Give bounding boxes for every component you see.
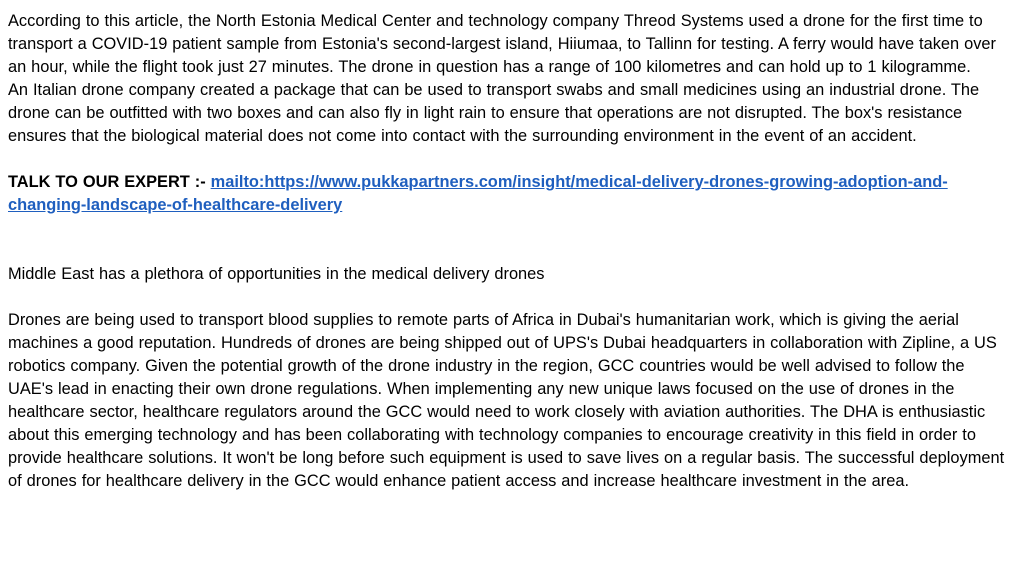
paragraph-estonia-drone: According to this article, the North Estonia Medical Center and technology company Threod Systems used a drone for the first time to transport a COVID-19 patient sample from Estonia's second-largest island, Hiiumaa, to Tallinn for testing. A ferry would have taken over an hour, while the flight took just 27 minutes. The drone in question has a range of 100 kilometres and can hold up to 1 kilogramme. <box>8 12 996 76</box>
expert-contact-line <box>8 171 1012 217</box>
document-page <box>8 10 1012 493</box>
blank-line <box>8 148 1012 171</box>
blank-lines <box>8 217 1012 263</box>
expert-contact-label: TALK TO OUR EXPERT :- <box>8 173 211 191</box>
section-heading-middle-east: Middle East has a plethora of opportunities in the medical delivery drones <box>8 265 545 283</box>
paragraph-italian-drone: An Italian drone company created a package that can be used to transport swabs and small medicines using an industrial drone. The drone can be outfitted with two boxes and can also fly in light rain to ensure that operations are not disrupted. The box's resistance ensures that the biological material does not come into contact with the surrounding environment in the event of an accident. <box>8 81 980 145</box>
paragraph-gcc-drones: Drones are being used to transport blood supplies to remote parts of Africa in Dubai's humanitarian work, which is giving the aerial machines a good reputation. Hundreds of drones are being shipped out of UPS's Dubai headquarters in collaboration with Zipline, a US robotics company. Given the potential growth of the drone industry in the region, GCC countries would be well advised to follow the UAE's lead in enacting their own drone regulations. When implementing any new unique laws focused on the use of drones in the healthcare sector, healthcare regulators around the GCC would need to work closely with aviation authorities. The DHA is enthusiastic about this emerging technology and has been collaborating with technology companies to encourage creativity in this field in order to provide healthcare solutions. It won't be long before such equipment is used to save lives on a regular basis. The successful deployment of drones for healthcare delivery in the GCC would enhance patient access and increase healthcare investment in the area. <box>8 311 1005 490</box>
blank-line <box>8 286 1012 309</box>
expert-contact-link[interactable]: mailto:https://www.pukkapartners.com/insight/medical-delivery-drones-growing-adoption-and-changing-landscape-of-healthcare-delivery <box>8 173 948 214</box>
